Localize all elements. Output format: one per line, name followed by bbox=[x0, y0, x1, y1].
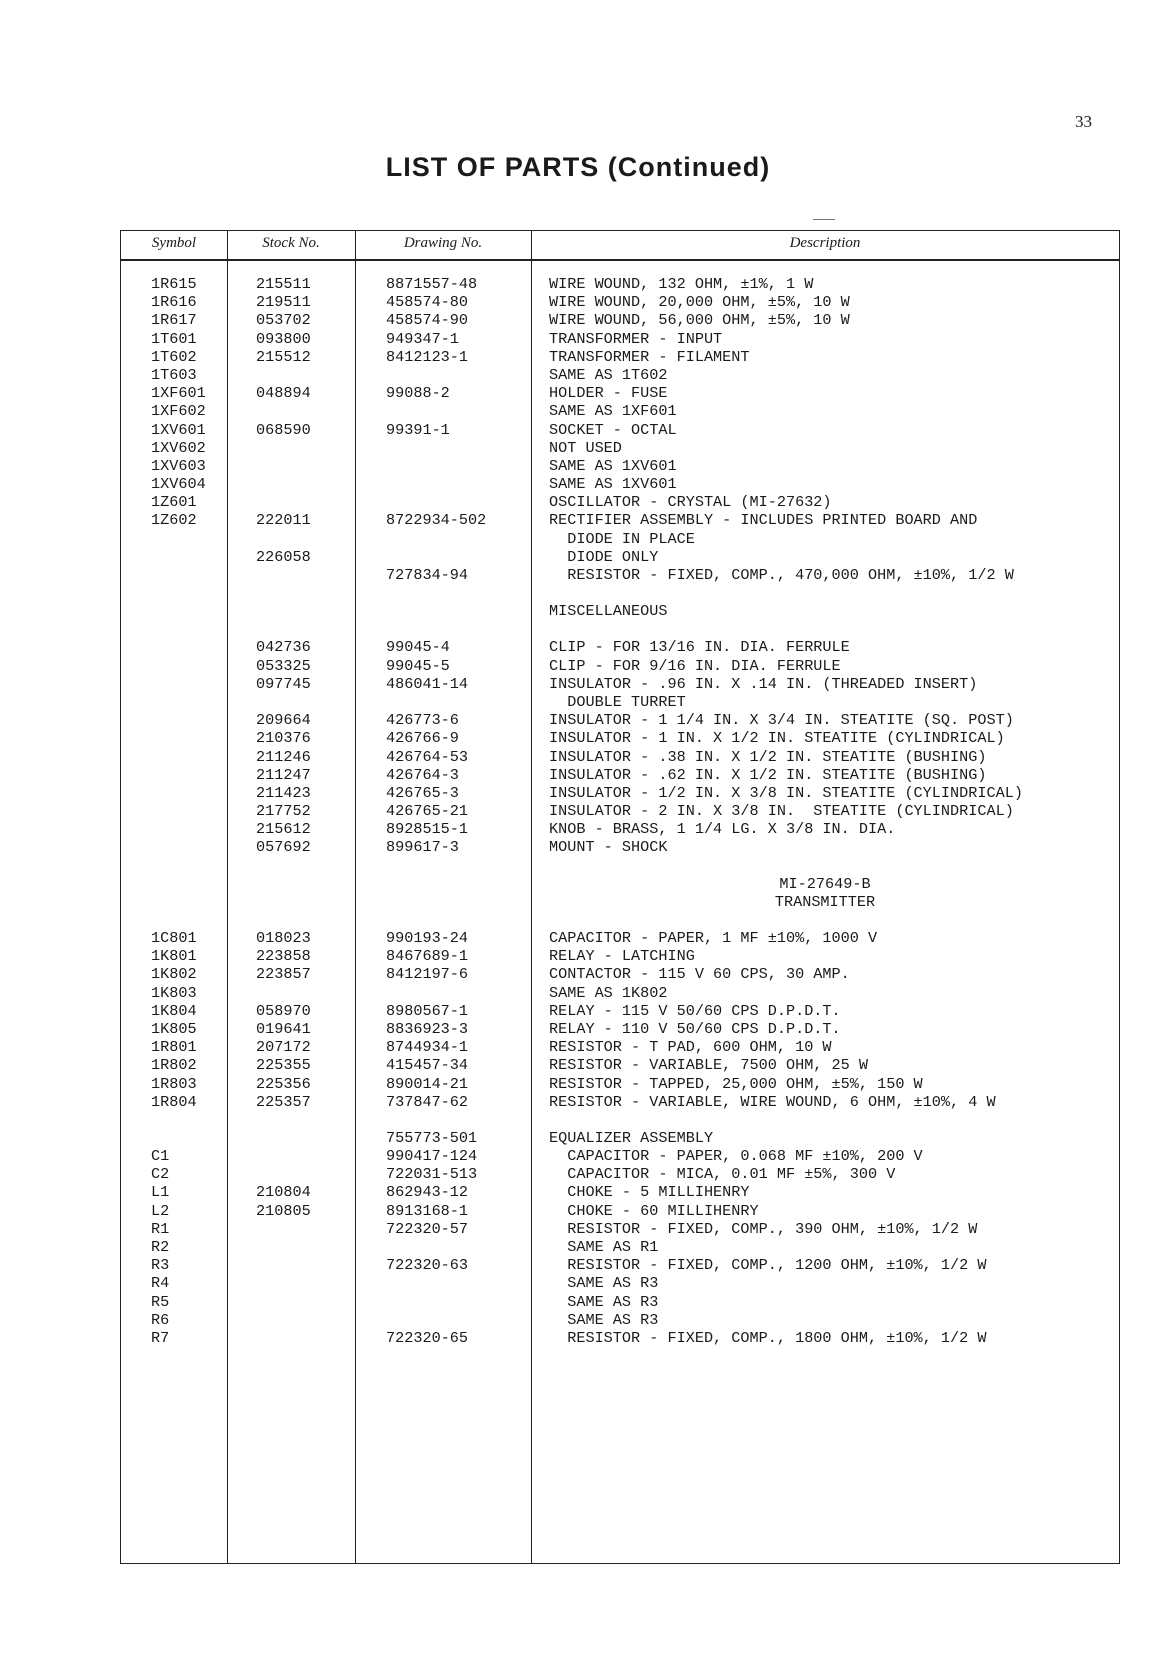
header-description: Description bbox=[789, 235, 861, 251]
symbol-cell: 1XV604 bbox=[151, 475, 206, 494]
description-cell: SOCKET - OCTAL bbox=[549, 420, 677, 439]
table-row bbox=[121, 766, 1119, 784]
drawing-no-cell: 722320-63 bbox=[386, 1256, 469, 1275]
drawing-no-cell: 486041-14 bbox=[386, 674, 469, 693]
symbol-cell: 1XF601 bbox=[151, 384, 206, 403]
description-cell: WIRE WOUND, 20,000 OHM, ±5%, 10 W bbox=[549, 293, 850, 312]
table-row bbox=[121, 457, 1119, 475]
table-row bbox=[121, 838, 1119, 856]
description-cell: EQUALIZER ASSEMBLY bbox=[549, 1128, 714, 1147]
row-spacer bbox=[121, 911, 1119, 929]
description-cell: SAME AS R3 bbox=[549, 1292, 659, 1311]
symbol-cell: C2 bbox=[151, 1165, 170, 1184]
parts-rows bbox=[121, 275, 1119, 1347]
stock-no-cell: 209664 bbox=[256, 711, 311, 730]
description-cell: TRANSFORMER - FILAMENT bbox=[549, 347, 750, 366]
description-cell: DIODE IN PLACE bbox=[549, 529, 695, 548]
description-cell: CLIP - FOR 9/16 IN. DIA. FERRULE bbox=[549, 656, 841, 675]
stock-no-cell: 211246 bbox=[256, 747, 311, 766]
stock-no-cell: 057692 bbox=[256, 838, 311, 857]
table-row bbox=[121, 1129, 1119, 1147]
symbol-cell: L1 bbox=[151, 1183, 170, 1202]
table-row bbox=[121, 638, 1119, 656]
symbol-cell: R4 bbox=[151, 1274, 170, 1293]
drawing-no-cell: 99045-4 bbox=[386, 638, 450, 657]
stock-no-cell: 097745 bbox=[256, 674, 311, 693]
table-row bbox=[121, 1038, 1119, 1056]
symbol-cell: 1Z602 bbox=[151, 511, 197, 530]
drawing-no-cell: 415457-34 bbox=[386, 1056, 469, 1075]
drawing-no-cell: 8744934-1 bbox=[386, 1038, 469, 1057]
stock-no-cell: 058970 bbox=[256, 1001, 311, 1020]
stock-no-cell: 223858 bbox=[256, 947, 311, 966]
description-cell: SAME AS 1K802 bbox=[549, 983, 668, 1002]
description-cell: SAME AS R3 bbox=[549, 1274, 659, 1293]
description-cell: KNOB - BRASS, 1 1/4 LG. X 3/8 IN. DIA. bbox=[549, 820, 896, 839]
row-spacer bbox=[121, 584, 1119, 602]
description-cell: CONTACTOR - 115 V 60 CPS, 30 AMP. bbox=[549, 965, 850, 984]
stock-no-cell: 018023 bbox=[256, 929, 311, 947]
drawing-no-cell: 8913168-1 bbox=[386, 1201, 469, 1220]
symbol-cell: 1K802 bbox=[151, 965, 197, 984]
stock-no-cell: 215512 bbox=[256, 347, 311, 366]
stock-no-cell: 217752 bbox=[256, 802, 311, 821]
description-cell: SAME AS 1XV601 bbox=[549, 456, 677, 475]
symbol-cell: 1R616 bbox=[151, 293, 197, 312]
stock-no-cell: 053702 bbox=[256, 311, 311, 330]
symbol-cell: 1XV602 bbox=[151, 438, 206, 457]
table-row bbox=[121, 548, 1119, 566]
symbol-cell: R5 bbox=[151, 1292, 170, 1311]
table-row bbox=[121, 1183, 1119, 1201]
table-row bbox=[121, 293, 1119, 311]
drawing-no-cell: 899617-3 bbox=[386, 838, 459, 857]
table-row bbox=[121, 729, 1119, 747]
drawing-no-cell: 426764-53 bbox=[386, 747, 469, 766]
symbol-cell: 1T601 bbox=[151, 329, 197, 348]
stock-no-cell: 210376 bbox=[256, 729, 311, 748]
symbol-cell: 1R803 bbox=[151, 1074, 197, 1093]
drawing-no-cell: 458574-90 bbox=[386, 311, 469, 330]
header-stock-no: Stock No. bbox=[262, 235, 320, 251]
description-cell: INSULATOR - 1 IN. X 1/2 IN. STEATITE (CYLINDRICAL) bbox=[549, 729, 1005, 748]
description-cell: WIRE WOUND, 56,000 OHM, ±5%, 10 W bbox=[549, 311, 850, 330]
drawing-no-cell: 862943-12 bbox=[386, 1183, 469, 1202]
drawing-no-cell: 426765-3 bbox=[386, 783, 459, 802]
drawing-no-cell: 99088-2 bbox=[386, 384, 450, 403]
drawing-no-cell: 8722934-502 bbox=[386, 511, 487, 530]
table-row bbox=[121, 748, 1119, 766]
table-row bbox=[121, 1002, 1119, 1020]
drawing-no-cell: 458574-80 bbox=[386, 293, 469, 312]
table-row bbox=[121, 1220, 1119, 1238]
description-cell: MISCELLANEOUS bbox=[549, 602, 668, 621]
symbol-cell: R7 bbox=[151, 1328, 170, 1347]
description-cell: TRANSMITTER bbox=[774, 892, 876, 911]
drawing-no-cell: 737847-62 bbox=[386, 1092, 469, 1111]
table-row bbox=[121, 893, 1119, 911]
page-number: 33 bbox=[1075, 112, 1092, 131]
table-row bbox=[121, 1293, 1119, 1311]
symbol-cell: R6 bbox=[151, 1310, 170, 1329]
table-row bbox=[121, 657, 1119, 675]
symbol-cell: 1T603 bbox=[151, 365, 197, 384]
drawing-no-cell: 8412123-1 bbox=[386, 347, 469, 366]
symbol-cell: 1C801 bbox=[151, 929, 197, 947]
symbol-cell: 1Z601 bbox=[151, 493, 197, 512]
title-rule bbox=[813, 219, 835, 220]
table-row bbox=[121, 1093, 1119, 1111]
table-row bbox=[121, 947, 1119, 965]
description-cell: DIODE ONLY bbox=[549, 547, 659, 566]
symbol-cell: 1R615 bbox=[151, 275, 197, 293]
description-cell: INSULATOR - 2 IN. X 3/8 IN. STEATITE (CYLINDRICAL) bbox=[549, 802, 1014, 821]
description-cell: INSULATOR - .62 IN. X 1/2 IN. STEATITE (BUSHING) bbox=[549, 765, 987, 784]
table-row bbox=[121, 1274, 1119, 1292]
table-row bbox=[121, 348, 1119, 366]
drawing-no-cell: 722320-57 bbox=[386, 1219, 469, 1238]
symbol-cell: 1K805 bbox=[151, 1019, 197, 1038]
description-cell: RELAY - 110 V 50/60 CPS D.P.D.T. bbox=[549, 1019, 841, 1038]
stock-no-cell: 019641 bbox=[256, 1019, 311, 1038]
drawing-no-cell: 99045-5 bbox=[386, 656, 450, 675]
symbol-cell: 1R804 bbox=[151, 1092, 197, 1111]
description-cell: CAPACITOR - PAPER, 1 MF ±10%, 1000 V bbox=[549, 929, 878, 947]
symbol-cell: 1K801 bbox=[151, 947, 197, 966]
description-cell: OSCILLATOR - CRYSTAL (MI-27632) bbox=[549, 493, 832, 512]
description-cell: INSULATOR - .38 IN. X 1/2 IN. STEATITE (BUSHING) bbox=[549, 747, 987, 766]
drawing-no-cell: 727834-94 bbox=[386, 566, 469, 584]
description-cell: RESISTOR - FIXED, COMP., 390 OHM, ±10%, 1/2 W bbox=[549, 1219, 978, 1238]
table-row bbox=[121, 1075, 1119, 1093]
table-row bbox=[121, 330, 1119, 348]
drawing-no-cell: 426765-21 bbox=[386, 802, 469, 821]
description-cell: MI-27649-B bbox=[779, 874, 871, 893]
drawing-no-cell: 426773-6 bbox=[386, 711, 459, 730]
stock-no-cell: 215511 bbox=[256, 275, 311, 293]
description-cell: SAME AS R3 bbox=[549, 1310, 659, 1329]
table-row bbox=[121, 475, 1119, 493]
drawing-no-cell: 8928515-1 bbox=[386, 820, 469, 839]
header-symbol: Symbol bbox=[151, 235, 197, 251]
table-row bbox=[121, 530, 1119, 548]
description-cell: MOUNT - SHOCK bbox=[549, 838, 668, 857]
table-row bbox=[121, 602, 1119, 620]
table-row bbox=[121, 675, 1119, 693]
stock-no-cell: 215612 bbox=[256, 820, 311, 839]
symbol-cell: 1K803 bbox=[151, 983, 197, 1002]
parts-table bbox=[120, 230, 1120, 1564]
description-cell: SAME AS R1 bbox=[549, 1238, 659, 1256]
table-row bbox=[121, 1256, 1119, 1274]
drawing-no-cell: 426766-9 bbox=[386, 729, 459, 748]
table-row bbox=[121, 402, 1119, 420]
table-row bbox=[121, 965, 1119, 983]
description-cell: DOUBLE TURRET bbox=[549, 692, 686, 711]
table-row bbox=[121, 802, 1119, 820]
drawing-no-cell: 8467689-1 bbox=[386, 947, 469, 966]
description-cell: INSULATOR - 1/2 IN. X 3/8 IN. STEATITE (CYLINDRICAL) bbox=[549, 783, 1023, 802]
stock-no-cell: 048894 bbox=[256, 384, 311, 403]
symbol-cell: R2 bbox=[151, 1238, 170, 1256]
stock-no-cell: 225355 bbox=[256, 1056, 311, 1075]
symbol-cell: C1 bbox=[151, 1147, 170, 1166]
description-cell: SAME AS 1T602 bbox=[549, 365, 668, 384]
description-cell: RELAY - LATCHING bbox=[549, 947, 695, 966]
description-cell: CAPACITOR - MICA, 0.01 MF ±5%, 300 V bbox=[549, 1165, 896, 1184]
description-cell: RESISTOR - FIXED, COMP., 470,000 OHM, ±10%, 1/2 W bbox=[549, 566, 1014, 584]
symbol-cell: 1R802 bbox=[151, 1056, 197, 1075]
description-cell: NOT USED bbox=[549, 438, 622, 457]
symbol-cell: 1R801 bbox=[151, 1038, 197, 1057]
stock-no-cell: 219511 bbox=[256, 293, 311, 312]
table-row bbox=[121, 493, 1119, 511]
symbol-cell: R3 bbox=[151, 1256, 170, 1275]
table-row bbox=[121, 311, 1119, 329]
drawing-no-cell: 755773-501 bbox=[386, 1128, 478, 1147]
table-row bbox=[121, 711, 1119, 729]
drawing-no-cell: 8980567-1 bbox=[386, 1001, 469, 1020]
table-row bbox=[121, 1147, 1119, 1165]
table-row bbox=[121, 1020, 1119, 1038]
stock-no-cell: 068590 bbox=[256, 420, 311, 439]
drawing-no-cell: 949347-1 bbox=[386, 329, 459, 348]
table-row bbox=[121, 929, 1119, 947]
description-cell: CHOKE - 5 MILLIHENRY bbox=[549, 1183, 750, 1202]
header-rule bbox=[121, 259, 1119, 261]
description-cell: INSULATOR - .96 IN. X .14 IN. (THREADED INSERT) bbox=[549, 674, 978, 693]
drawing-no-cell: 890014-21 bbox=[386, 1074, 469, 1093]
stock-no-cell: 211423 bbox=[256, 783, 311, 802]
description-cell: TRANSFORMER - INPUT bbox=[549, 329, 723, 348]
description-cell: RESISTOR - TAPPED, 25,000 OHM, ±5%, 150 W bbox=[549, 1074, 923, 1093]
symbol-cell: 1XF602 bbox=[151, 402, 206, 421]
table-row bbox=[121, 1165, 1119, 1183]
header-drawing-no: Drawing No. bbox=[403, 235, 483, 251]
symbol-cell: L2 bbox=[151, 1201, 170, 1220]
drawing-no-cell: 722031-513 bbox=[386, 1165, 478, 1184]
description-cell: CAPACITOR - PAPER, 0.068 MF ±10%, 200 V bbox=[549, 1147, 923, 1166]
stock-no-cell: 226058 bbox=[256, 547, 311, 566]
table-row bbox=[121, 439, 1119, 457]
table-row bbox=[121, 1311, 1119, 1329]
table-row bbox=[121, 566, 1119, 584]
description-cell: RECTIFIER ASSEMBLY - INCLUDES PRINTED BOARD AND bbox=[549, 511, 978, 530]
page-title: LIST OF PARTS (Continued) bbox=[385, 152, 771, 182]
description-cell: RESISTOR - VARIABLE, 7500 OHM, 25 W bbox=[549, 1056, 868, 1075]
description-cell: SAME AS 1XF601 bbox=[549, 402, 677, 421]
stock-no-cell: 210805 bbox=[256, 1201, 311, 1220]
table-row bbox=[121, 384, 1119, 402]
stock-no-cell: 053325 bbox=[256, 656, 311, 675]
table-row bbox=[121, 1329, 1119, 1347]
description-cell: INSULATOR - 1 1/4 IN. X 3/4 IN. STEATITE (SQ. POST) bbox=[549, 711, 1014, 730]
description-cell: HOLDER - FUSE bbox=[549, 384, 668, 403]
drawing-no-cell: 99391-1 bbox=[386, 420, 450, 439]
stock-no-cell: 211247 bbox=[256, 765, 311, 784]
description-cell: RESISTOR - FIXED, COMP., 1800 OHM, ±10%, 1/2 W bbox=[549, 1328, 987, 1347]
table-row bbox=[121, 366, 1119, 384]
drawing-no-cell: 426764-3 bbox=[386, 765, 459, 784]
table-row bbox=[121, 875, 1119, 893]
table-row bbox=[121, 1238, 1119, 1256]
row-spacer bbox=[121, 620, 1119, 638]
table-row bbox=[121, 1202, 1119, 1220]
description-cell: WIRE WOUND, 132 OHM, ±1%, 1 W bbox=[549, 275, 814, 293]
stock-no-cell: 223857 bbox=[256, 965, 311, 984]
drawing-no-cell: 8836923-3 bbox=[386, 1019, 469, 1038]
row-spacer bbox=[121, 857, 1119, 875]
symbol-cell: 1T602 bbox=[151, 347, 197, 366]
stock-no-cell: 042736 bbox=[256, 638, 311, 657]
description-cell: RELAY - 115 V 50/60 CPS D.P.D.T. bbox=[549, 1001, 841, 1020]
stock-no-cell: 210804 bbox=[256, 1183, 311, 1202]
drawing-no-cell: 990417-124 bbox=[386, 1147, 478, 1166]
drawing-no-cell: 990193-24 bbox=[386, 929, 469, 947]
symbol-cell: 1K804 bbox=[151, 1001, 197, 1020]
table-row bbox=[121, 275, 1119, 293]
description-cell: RESISTOR - T PAD, 600 OHM, 10 W bbox=[549, 1038, 832, 1057]
stock-no-cell: 225356 bbox=[256, 1074, 311, 1093]
table-row bbox=[121, 1056, 1119, 1074]
stock-no-cell: 222011 bbox=[256, 511, 311, 530]
description-cell: CHOKE - 60 MILLIHENRY bbox=[549, 1201, 759, 1220]
stock-no-cell: 093800 bbox=[256, 329, 311, 348]
description-cell: RESISTOR - VARIABLE, WIRE WOUND, 6 OHM, ±10%, 4 W bbox=[549, 1092, 996, 1111]
symbol-cell: 1R617 bbox=[151, 311, 197, 330]
symbol-cell: 1XV601 bbox=[151, 420, 206, 439]
description-cell: SAME AS 1XV601 bbox=[549, 475, 677, 494]
table-row bbox=[121, 820, 1119, 838]
table-row bbox=[121, 984, 1119, 1002]
description-cell: CLIP - FOR 13/16 IN. DIA. FERRULE bbox=[549, 638, 850, 657]
stock-no-cell: 207172 bbox=[256, 1038, 311, 1057]
row-spacer bbox=[121, 1111, 1119, 1129]
symbol-cell: 1XV603 bbox=[151, 456, 206, 475]
drawing-no-cell: 8412197-6 bbox=[386, 965, 469, 984]
table-row bbox=[121, 511, 1119, 529]
description-cell: RESISTOR - FIXED, COMP., 1200 OHM, ±10%, 1/2 W bbox=[549, 1256, 987, 1275]
drawing-no-cell: 722320-65 bbox=[386, 1328, 469, 1347]
drawing-no-cell: 8871557-48 bbox=[386, 275, 478, 293]
symbol-cell: R1 bbox=[151, 1219, 170, 1238]
table-row bbox=[121, 693, 1119, 711]
table-row bbox=[121, 421, 1119, 439]
stock-no-cell: 225357 bbox=[256, 1092, 311, 1111]
table-row bbox=[121, 784, 1119, 802]
